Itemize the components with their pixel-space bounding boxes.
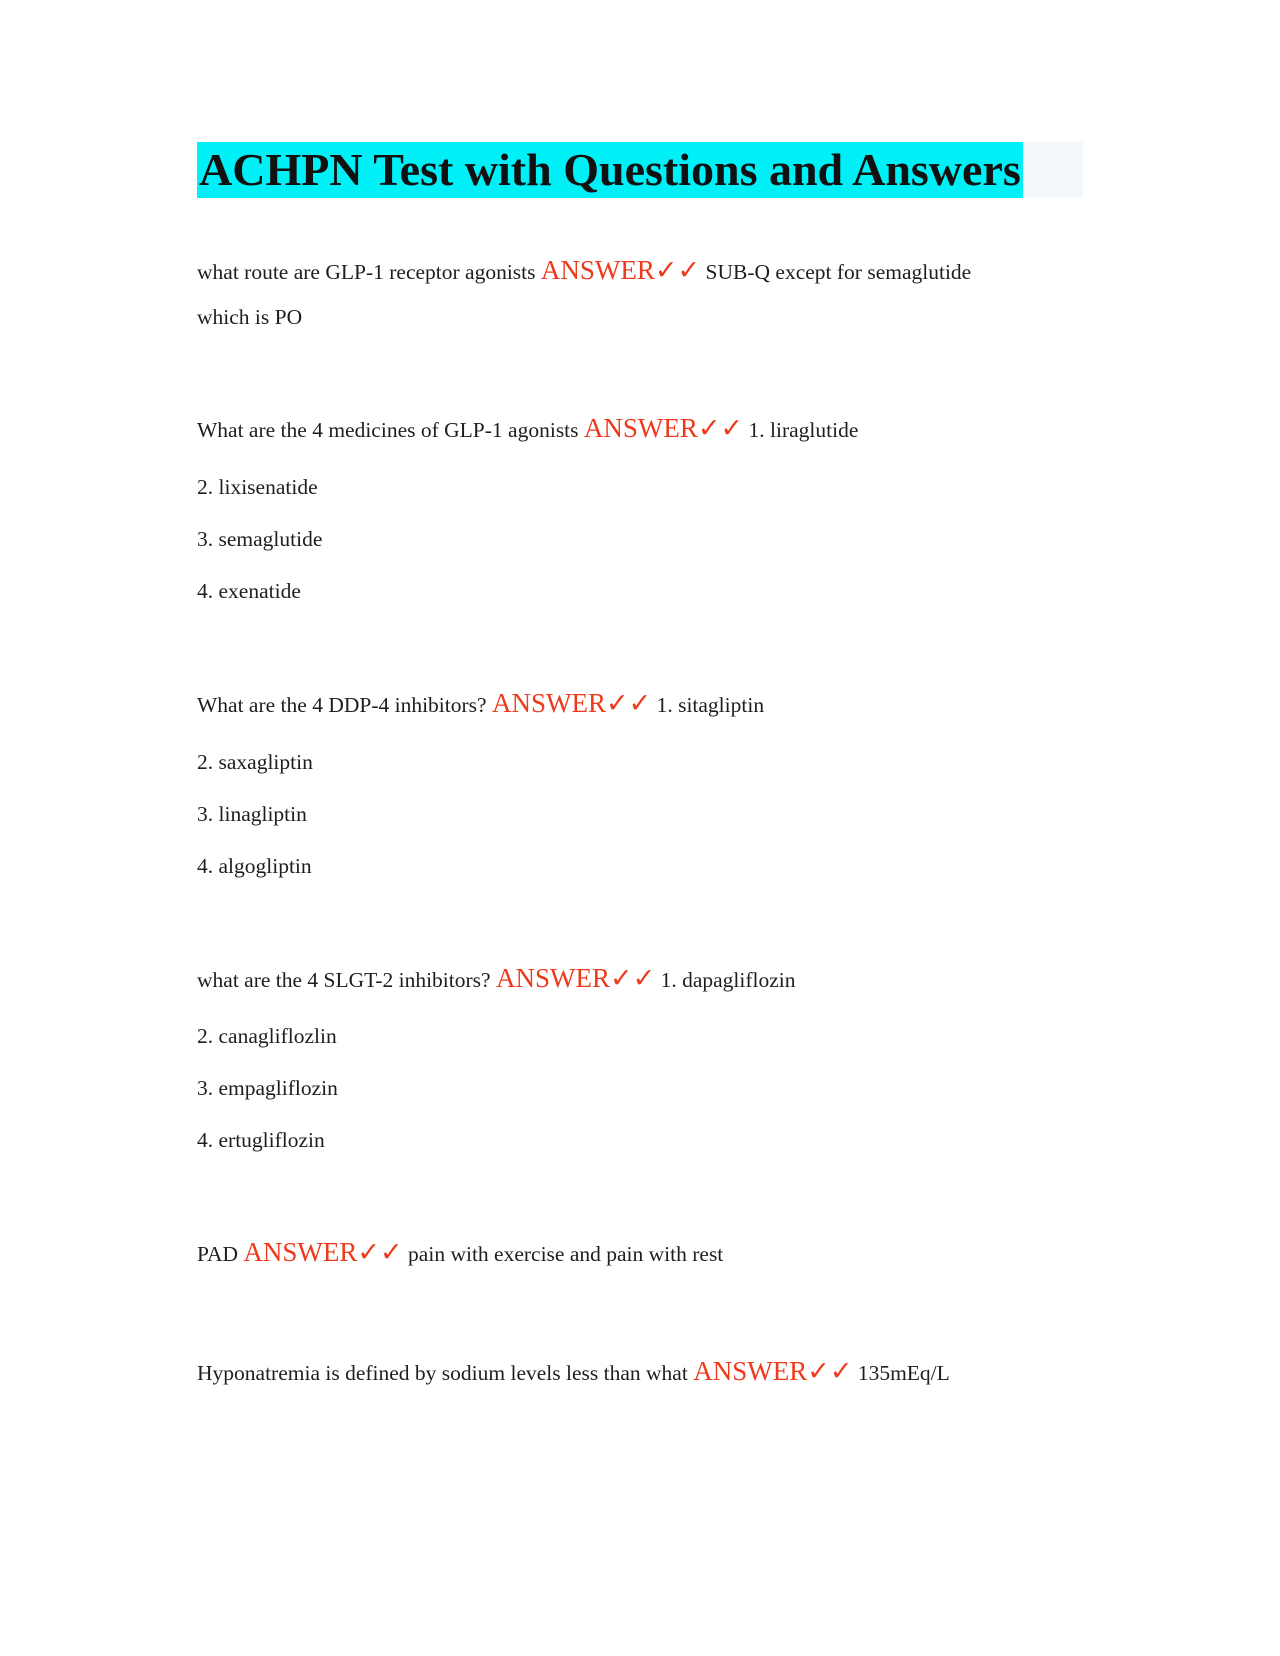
question-text: PAD (197, 1242, 239, 1266)
qa-1-answer-line: which is PO (197, 305, 303, 329)
qa-4-question-line (197, 963, 796, 995)
qa-5-question-line (197, 1237, 723, 1269)
qa-3-answer-line: 2. saxagliptin (197, 750, 313, 774)
answer-text: 1. dapagliflozin (660, 968, 796, 992)
answer-text: 135mEq/L (857, 1361, 950, 1385)
qa-2-answer-line: 4. exenatide (197, 579, 301, 603)
answer-marker: ANSWER✓✓ (540, 255, 701, 285)
qa-1-question-line (197, 255, 971, 287)
qa-3-answer-line: 3. linagliptin (197, 802, 307, 826)
qa-3-answer-line: 4. algogliptin (197, 854, 312, 878)
qa-6-question-line (197, 1356, 950, 1388)
document-title: ACHPN Test with Questions and Answers (197, 142, 1023, 198)
answer-marker: ANSWER✓✓ (491, 688, 652, 718)
question-text: What are the 4 DDP-4 inhibitors? (197, 693, 487, 717)
question-text: what are the 4 SLGT-2 inhibitors? (197, 968, 491, 992)
qa-4-answer-line: 2. canagliflozlin (197, 1024, 337, 1048)
qa-4-answer-line: 4. ertugliflozin (197, 1128, 325, 1152)
answer-marker: ANSWER✓✓ (583, 413, 744, 443)
answer-marker: ANSWER✓✓ (495, 963, 656, 993)
document-page (197, 0, 1097, 1656)
qa-2-answer-line: 3. semaglutide (197, 527, 323, 551)
question-text: what route are GLP-1 receptor agonists (197, 260, 536, 284)
qa-4-answer-line: 3. empagliflozin (197, 1076, 338, 1100)
answer-marker: ANSWER✓✓ (243, 1237, 403, 1267)
answer-text: 1. sitagliptin (656, 693, 765, 717)
qa-2-question-line (197, 413, 858, 445)
qa-2-answer-line: 2. lixisenatide (197, 475, 318, 499)
question-text: What are the 4 medicines of GLP-1 agonists (197, 418, 579, 442)
answer-marker: ANSWER✓✓ (693, 1356, 853, 1386)
qa-3-question-line (197, 688, 764, 720)
answer-text: pain with exercise and pain with rest (408, 1242, 724, 1266)
question-text: Hyponatremia is defined by sodium levels less than what (197, 1361, 688, 1385)
answer-text: 1. liraglutide (748, 418, 859, 442)
title-band (197, 142, 1083, 198)
answer-text: SUB-Q except for semaglutide (705, 260, 972, 284)
